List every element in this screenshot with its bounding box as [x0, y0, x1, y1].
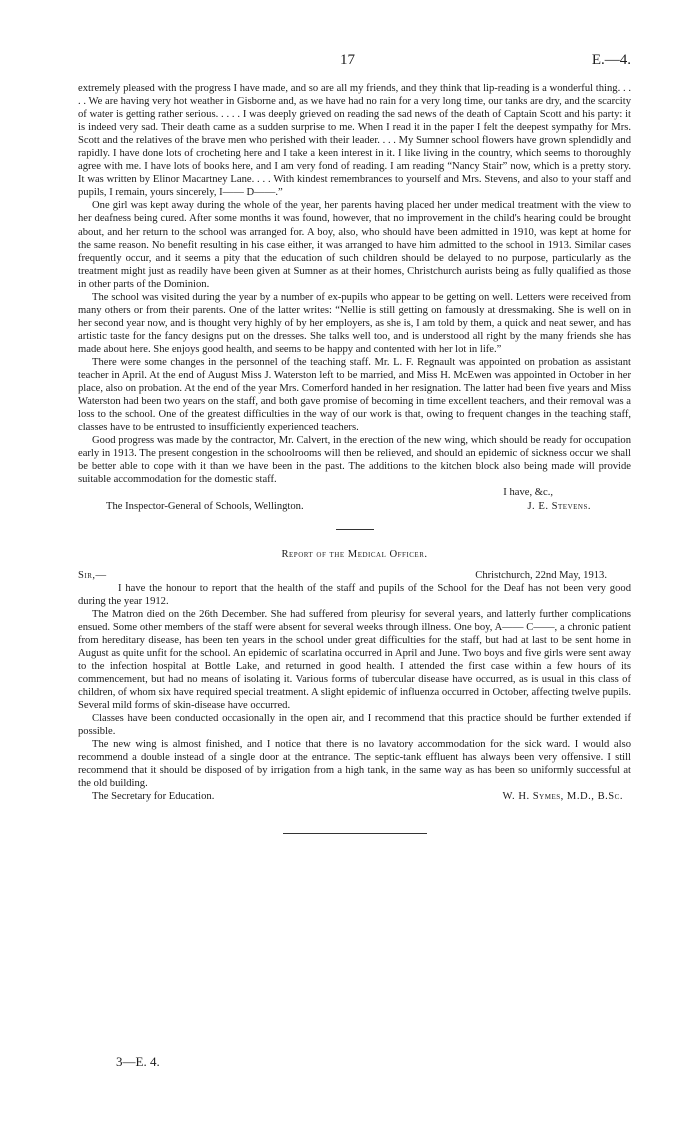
medical-paragraph-4: The new wing is almost finished, and I notice that there is no lavatory accommodation for the sick ward. I would also recommend a double instead of a single door at the entrance. The septic-tank effluent has always been very offensive. I still recommend that it should be disposed of by irrigation from a high tank, in the same way as has been so uniformly successful at the old building. [78, 739, 631, 790]
signature-mark: 3—E. 4. [116, 1054, 160, 1069]
document-page [78, 52, 631, 834]
medical-report-salutation: Sir,— [78, 569, 107, 581]
section-divider [336, 529, 374, 530]
page-number: 17 [340, 52, 355, 68]
medical-paragraph-1: I have the honour to report that the health of the staff and pupils of the School for the Deaf has not been very good during the year 1912. [78, 582, 631, 607]
medical-paragraph-2: The Matron died on the 26th December. She had suffered from pleurisy for several years, and latterly further complications ensued. Some other members of the staff were absent for several weeks through illness. One boy, A—— C——, a chronic patient from hereditary disease, has been ten years in the school under great difficulties for the staff, but had at last to be sent home in August as quite unfit for the school. An epidemic of scarlatina occurred in April and June. Two boys and five girls were sent away to the infection hospital at Bottle Lake, and returned in good health. I attended the first case within a few hours of its commencement, but had no means of isolating it. Various forms of tubercular disease have occurred, as is usual in this class of children, of whom six have required special treatment. A slight epidemic of influenza occurred in October, affecting twelve pupils. Several mild forms of skin-disease have occurred. [78, 608, 632, 712]
medical-report-date: Christchurch, 22nd May, 1913. [475, 569, 607, 581]
medical-signature-line [78, 790, 631, 803]
letter-signature: J. E. Stevens. [527, 500, 591, 512]
letter-body [78, 82, 631, 834]
letter-paragraph-5: Good progress was made by the contractor, Mr. Calvert, in the erection of the new wing, which should be ready for occupation early in 1913. The present congestion in the schoolrooms will then be relieved, and should an epidemic of sickness occur we shall be better able to cope with it than we have been in the past. The additions to the kitchen block also being made will provide suitable accommodation for the domestic staff. [78, 435, 631, 486]
medical-report-dateline [78, 569, 631, 582]
medical-paragraph-3: Classes have been conducted occasionally in the open air, and I recommend that this practice should be further extended if possible. [78, 713, 631, 738]
end-divider [283, 833, 427, 834]
letter-addressee: The Inspector-General of Schools, Wellington. [106, 500, 304, 512]
letter-paragraph-2: One girl was kept away during the whole of the year, her parents having placed her under medical treatment with the view to her deafness being cured. After some months it was found, however, that no improvement in the child's hearing could be brought about, and her return to the school was arranged for. A boy, also, who should have been admitted in 1910, was kept at home for the same reason. No benefit resulting in his case either, it was arranged to have him admitted to the school in 1913. Similar cases frequently occur, and it seems a pity that the education of such children should be delayed to no purpose, particularly as the treatment might just as readily have been given at Sumner as at their homes, Christchurch aurists being as fully qualified as those in other parts of the Dominion. [78, 200, 631, 290]
document-reference: E.—4. [591, 52, 631, 68]
medical-signature: W. H. Symes, M.D., B.Sc. [502, 791, 623, 803]
letter-signature-line [78, 500, 631, 513]
page-header [78, 52, 631, 74]
medical-addressee: The Secretary for Education. [92, 791, 215, 803]
letter-closing: I have, &c., [503, 487, 553, 499]
letter-paragraph-4: There were some changes in the personnel of the teaching staff. Mr. L. F. Regnault was appointed on probation as assistant teacher in April. At the end of August Miss J. Waterston left to be married, and Miss H. McEwen was appointed in October in her place, also on probation. At the end of the year Mrs. Comerford handed in her resignation. The latter had been five years and Miss Waterston had been two years on the staff, and both gave promise of becoming in time excellent teachers, and their removal was a loss to the school. One of the greatest difficulties in the way of our work is that, owing to frequent changes in the teaching staff, classes have to be entrusted to insufficiently experienced teachers. [78, 356, 631, 434]
letter-paragraph-1: extremely pleased with the progress I have made, and so are all my friends, and they think that lip-reading is a wonderful thing. . . . . We are having very hot weather in Gisborne and, as we have had no rain for a very long time, our tanks are dry, and the scarcity of water is getting rather serious. . . . . I was deeply grieved on reading the sad news of the death of Captain Scott and his party: it is indeed very sad. Their death came as a sudden surprise to me. When I read it in the paper I felt the deepest sympathy for Mrs. Scott and the relatives of the brave men who perished with their leader. . . . My Sumner school flowers have grown splendidly and rapidly. I have done lots of crocheting here and I take a keen interest in it. I like living in the country, which seems to thoroughly agree with me. I have lots of books here, and I am very fond of reading. I am reading “Nancy Stair” now, which is a pretty story. It was written by Elinor Macartney Lane. . . . With kindest remembrances to yourself and Mrs. Stevens, and also to your staff and pupils, I remain, yours sincerely, I—— D——.” [78, 83, 631, 199]
medical-report-title: Report of the Medical Officer. [281, 548, 428, 560]
letter-closing-line [78, 486, 631, 499]
letter-paragraph-3: The school was visited during the year by a number of ex-pupils who appear to be getting on well. Letters were received from many others or from their parents. One of the latter writes: “Nellie is still getting on famously at dressmaking. She is well on in her second year now, and is thought very highly of by her employers, as she is, I am told by them, a quick and neat sewer, and has artistic taste for the fancy designs put on the dresses. She talks well too, and is understood all right by the many friends she has made about here. She enjoys good health, and seems to be happy and contented with her lot in life.” [78, 291, 631, 355]
